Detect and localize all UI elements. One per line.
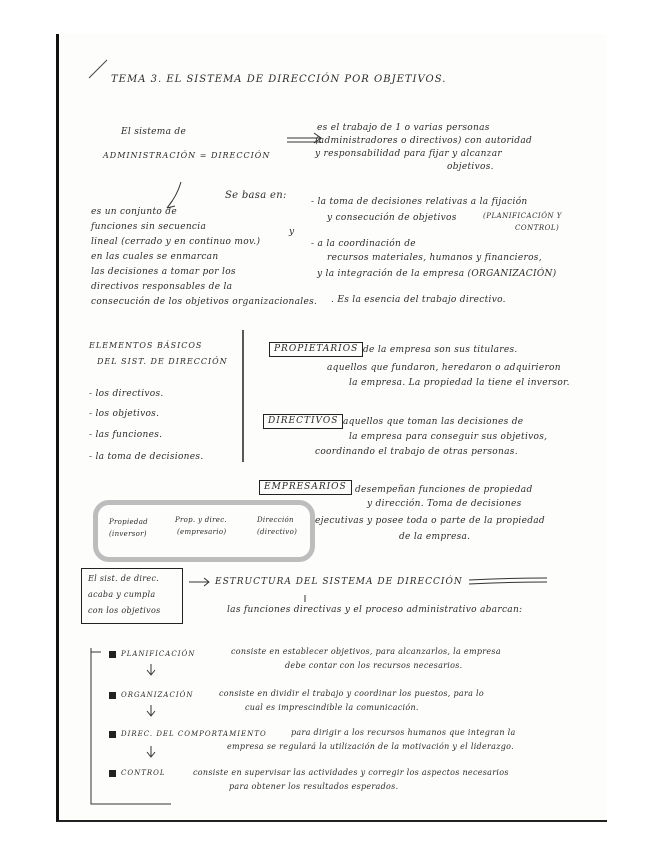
function-organizacion: ORGANIZACIÓN <box>121 691 194 699</box>
function-desc: consiste en establecer objetivos, para alcanzarlos, la empresa <box>231 647 501 656</box>
planning-control-tag: (PLANIFICACIÓN Y <box>483 212 562 220</box>
function-desc: consiste en supervisar las actividades y corregir los aspectos necesarios <box>193 768 509 777</box>
element-item: - la toma de decisiones. <box>89 452 204 462</box>
concept-line: es un conjunto de <box>91 207 177 217</box>
elements-heading-line1: ELEMENTOS BÁSICOS <box>89 341 203 350</box>
concept-line: en las cuales se enmarcan <box>91 252 219 262</box>
element-item: - los directivos. <box>89 389 164 399</box>
propietarios-text: de la empresa son sus titulares. <box>363 345 518 355</box>
planning-control-tag: CONTROL) <box>515 224 560 232</box>
propietarios-text: aquellos que fundaron, heredaron o adquirieron <box>327 363 561 373</box>
definition-line: y responsabilidad para fijar y alcanzar <box>315 149 502 159</box>
element-item: - las funciones. <box>89 430 163 440</box>
legend-prop-direc-sub: (empresario) <box>177 528 227 536</box>
empresarios-text: ejecutivas y posee toda o parte de la propiedad <box>315 516 545 526</box>
basis-bullet-1: - la toma de decisiones relativas a la fijación <box>311 197 528 207</box>
empresarios-text: y dirección. Toma de decisiones <box>367 499 522 509</box>
propietarios-box: PROPIETARIOS <box>269 342 363 357</box>
function-desc: para dirigir a los recursos humanos que integran la <box>291 728 516 737</box>
elements-heading-line2: DEL SIST. DE DIRECCIÓN <box>97 357 228 366</box>
legend-prop-direc: Prop. y direc. <box>175 516 227 524</box>
legend-direccion: Dirección <box>257 516 294 524</box>
basis-bullet-2: - a la coordinación de <box>311 239 416 249</box>
basis-bullet-2-cont: recursos materiales, humanos y financieros, <box>327 253 542 263</box>
directivos-text: aquellos que toman las decisiones de <box>343 417 524 427</box>
essence-note: . Es la esencia del trabajo directivo. <box>331 295 506 305</box>
basis-bullet-1-cont: y consecución de objetivos <box>327 213 457 223</box>
function-control: CONTROL <box>121 769 166 777</box>
function-planificacion: PLANIFICACIÓN <box>121 650 196 658</box>
element-item: - los objetivos. <box>89 409 160 419</box>
function-desc: consiste en dividir el trabajo y coordinar los puestos, para lo <box>219 689 484 698</box>
concept-line: directivos responsables de la <box>91 282 233 292</box>
objectives-box <box>81 568 183 624</box>
directivos-text: la empresa para conseguir sus objetivos, <box>349 432 548 442</box>
page-title: TEMA 3. EL SISTEMA DE DIRECCIÓN POR OBJETIVOS. <box>111 74 447 85</box>
function-desc: cual es imprescindible la comunicación. <box>245 703 419 712</box>
structure-subheading: las funciones directivas y el proceso administrativo abarcan: <box>227 605 523 615</box>
legend-direccion-sub: (directivo) <box>257 528 298 536</box>
function-bullet-icon <box>109 651 116 658</box>
objectives-box-line: acaba y cumpla <box>88 590 156 599</box>
legend-propiedad: Propiedad <box>109 518 148 526</box>
system-label-line1: El sistema de <box>121 127 187 137</box>
basis-bullet-2-cont: y la integración de la empresa (ORGANIZACIÓN) <box>317 269 557 279</box>
concept-line: las decisiones a tomar por los <box>91 267 236 277</box>
definition-line: es el trabajo de 1 o varias personas <box>317 123 490 133</box>
function-bullet-icon <box>109 692 116 699</box>
definition-line: (administradores o directivos) con autoridad <box>315 136 533 146</box>
function-desc: para obtener los resultados esperados. <box>229 782 399 791</box>
concept-line: consecución de los objetivos organizacionales. <box>91 297 318 307</box>
structure-heading: ESTRUCTURA DEL SISTEMA DE DIRECCIÓN <box>215 577 463 587</box>
concept-line: lineal (cerrado y en continuo mov.) <box>91 237 261 247</box>
function-bullet-icon <box>109 731 116 738</box>
propietarios-text: la empresa. La propiedad la tiene el inversor. <box>349 378 570 388</box>
se-basa-label: Se basa en: <box>225 190 287 201</box>
legend-propiedad-sub: (inversor) <box>109 530 147 538</box>
function-desc: debe contar con los recursos necesarios. <box>285 661 463 670</box>
objectives-box-line: El sist. de direc. <box>88 574 160 583</box>
directivos-box: DIRECTIVOS <box>263 414 343 429</box>
empresarios-text: desempeñan funciones de propiedad <box>355 485 533 495</box>
function-desc: empresa se regulará la utilización de la motivación y el liderazgo. <box>227 742 514 751</box>
empresarios-box: EMPRESARIOS <box>259 480 352 495</box>
empresarios-text: de la empresa. <box>399 532 471 542</box>
notebook-page <box>56 34 607 822</box>
function-bullet-icon <box>109 770 116 777</box>
concept-line: funciones sin secuencia <box>91 222 207 232</box>
y-connector: y <box>289 227 295 237</box>
function-direccion-comportamiento: DIREC. DEL COMPORTAMIENTO <box>121 730 267 738</box>
definition-line: objetivos. <box>447 162 494 172</box>
system-label-line2: ADMINISTRACIÓN = DIRECCIÓN <box>103 151 271 160</box>
objectives-box-line: con los objetivos <box>88 606 161 615</box>
directivos-text: coordinando el trabajo de otras personas. <box>315 447 518 457</box>
